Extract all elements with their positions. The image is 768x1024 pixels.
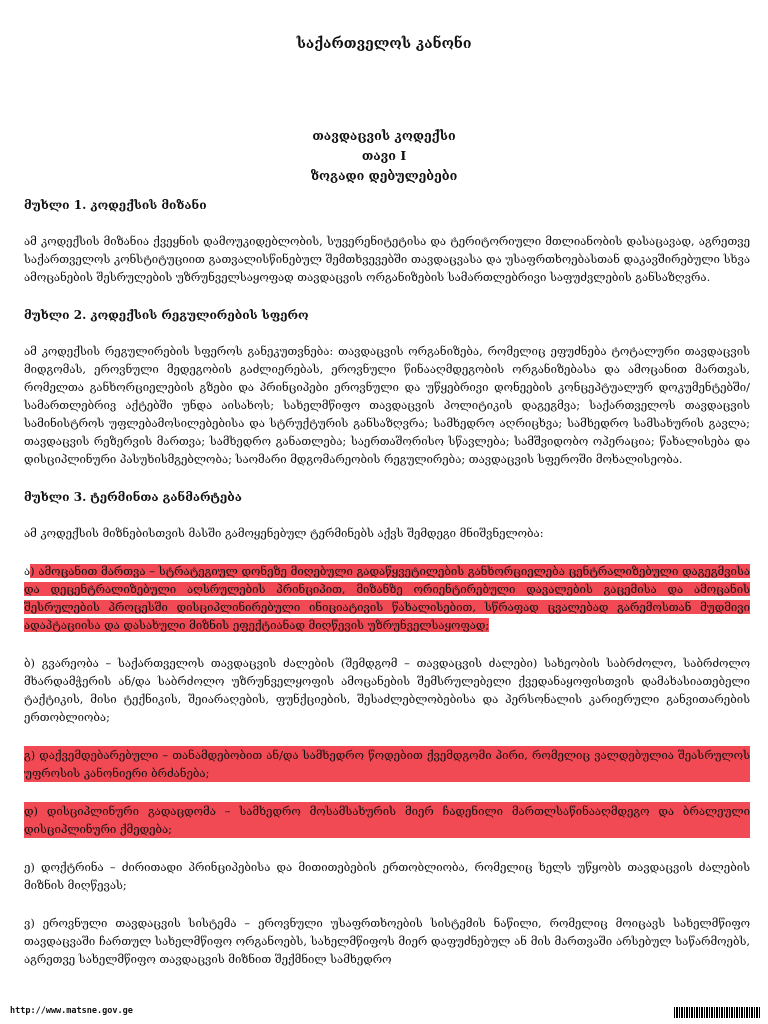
item-a-letter: ა	[24, 564, 31, 578]
footer-url-link[interactable]: http://www.matsne.gov.ge	[10, 1006, 133, 1016]
barcode-icon	[674, 1007, 760, 1018]
item-a-highlighted-text: ) ამოცანით მართვა – სტრატეგიულ დონეზე მიღებული გადაწყვეტილების განხორციელება ცენტრალიზებული დაგეგმვისა და დეცენტრალიზებული აღსრულების პრინციპით, მიზანზე ორიენტირებული დავალების გაცემისა და ამოცანის შესრულების პროცესში დისციპლინირებული ინიციატივის წახალისებით, სწრაფად ცვალებად გარემოსთან მუდმივი ადაპტაციისა და დასახული მიზნის ეფექტიანად მიღწევის უზრუნველსაყოფად;	[24, 564, 750, 632]
law-title: საქართველოს კანონი	[296, 36, 472, 52]
definition-item-d-highlighted: დ) დისციპლინური გადაცდომა – სამხედრო მოსამსახურის მიერ ჩადენილი მართლსაწინააღმდეგო და ბრალეული დისციპლინური ქმედება;	[24, 804, 750, 836]
article-3-intro: ამ კოდექსის მიზნებისთვის მასში გამოყენებულ ტერმინებს აქვს შემდეგი მნიშვნელობა:	[24, 526, 544, 540]
definition-item-e: ე) დოქტრინა – ძირითადი პრინციპებისა და მითითებების ერთობლიობა, რომელიც ხელს უწყობს თავდაცვის ძალების მიზნის მიღწევას;	[24, 860, 750, 892]
chapter-title: ზოგადი დებულებები	[310, 168, 458, 183]
definition-item-v: ვ) ეროვნული თავდაცვის სისტემა – ეროვნული უსაფრთხოების სისტემის ნაწილი, რომელიც მოიცავს სახელმწიფო თავდაცვაში ჩართულ სახელმწიფო ორგანოებს, სახელმწიფოს მიერ დაფუძნებულ ან მის მართვაში არსებულ საწარმოებს, აგრეთვე სახელმწიფო თავდაცვის მიზნით შექმნილ სამხედრო	[24, 916, 750, 966]
page-footer	[10, 1006, 760, 1020]
article-3-title: მუხლი 3. ტერმინთა განმარტება	[24, 490, 242, 504]
definition-item-g-highlighted: გ) დაქვემდებარებული – თანამდებობით ან/და სამხედრო წოდებით ქვემდგომი პირი, რომელიც ვალდებულია შეასრულოს უფროსის კანონიერი ბრძანება;	[24, 748, 750, 780]
article-1-title: მუხლი 1. კოდექსის მიზანი	[24, 198, 207, 212]
article-2-text: ამ კოდექსის რეგულირების სფეროს განეკუთვნება: თავდაცვის ორგანიზება, რომელიც ეფუძნება ტოტალური თავდაცვის მიდგომას, ეროვნული მედეგობის გაძლიერებას, ეროვნული წინააღმდეგობის ორგანიზებასა და ამოცანით მართვას, რომელთა განხორციელების გზები და პრინციპები ეროვნული და უწყებრივი დონეების კონცეპტუალურ დოკუმენტებში/სამართლებრივ აქტებში უნდა აისახოს; სახელმწიფო თავდაცვის პოლიტიკის დაგეგმვა; საქართველოს თავდაცვის სამინისტროს უფლებამოსილებებისა და სტრუქტურის განსაზღვრა; სამხედრო აღრიცხვა; სამხედრო სამსახურის გავლა; თავდაცვის რეზერვის მართვა; სამხედრო განათლება; საერთაშორისო სწავლება; სამშვიდობო ოპერაცია; წახალისება და დისციპლინური პასუხისმგებლობა; საომარი მდგომარეობის რეგულირება; თავდაცვის სფეროში მოხალისეობა.	[24, 344, 750, 466]
article-2-title: მუხლი 2. კოდექსის რეგულირების სფერო	[24, 308, 309, 322]
article-1-text: ამ კოდექსის მიზანია ქვეყნის დამოუკიდებლობის, სუვერენიტეტისა და ტერიტორიული მთლიანობის დასაცავად, აგრეთვე საქართველოს კონსტიტუციით გათვალისწინებულ შემთხვევებში თავდაცვასა და უსაფრთხოებასთან დაკავშირებული სხვა ამოცანების შესრულების უზრუნველსაყოფად თავდაცვის ორგანიზების სამართლებრივი საფუძვლების განსაზღვრა.	[24, 234, 750, 284]
code-heading	[0, 126, 768, 186]
document-body	[24, 196, 750, 988]
definition-item-b: ბ) გვარეობა – საქართველოს თავდაცვის ძალების (შემდგომ – თავდაცვის ძალები) სახეობის საბრძოლო, საბრძოლო მხარდამჭერის ან/და საბრძოლო უზრუნველყოფის ამოცანების შემსრულებელი ქვედანაყოფისთვის დამახასიათებელი ტაქტიკის, მისი ტექნიკის, შეიარაღების, ფუნქციების, შესაძლებლობებისა და პერსონალის კარიერული განვითარების ერთობლიობა;	[24, 656, 750, 724]
code-title: თავდაცვის კოდექსი	[312, 128, 456, 143]
chapter-number: თავი I	[361, 148, 407, 163]
definition-item-a	[24, 562, 750, 634]
